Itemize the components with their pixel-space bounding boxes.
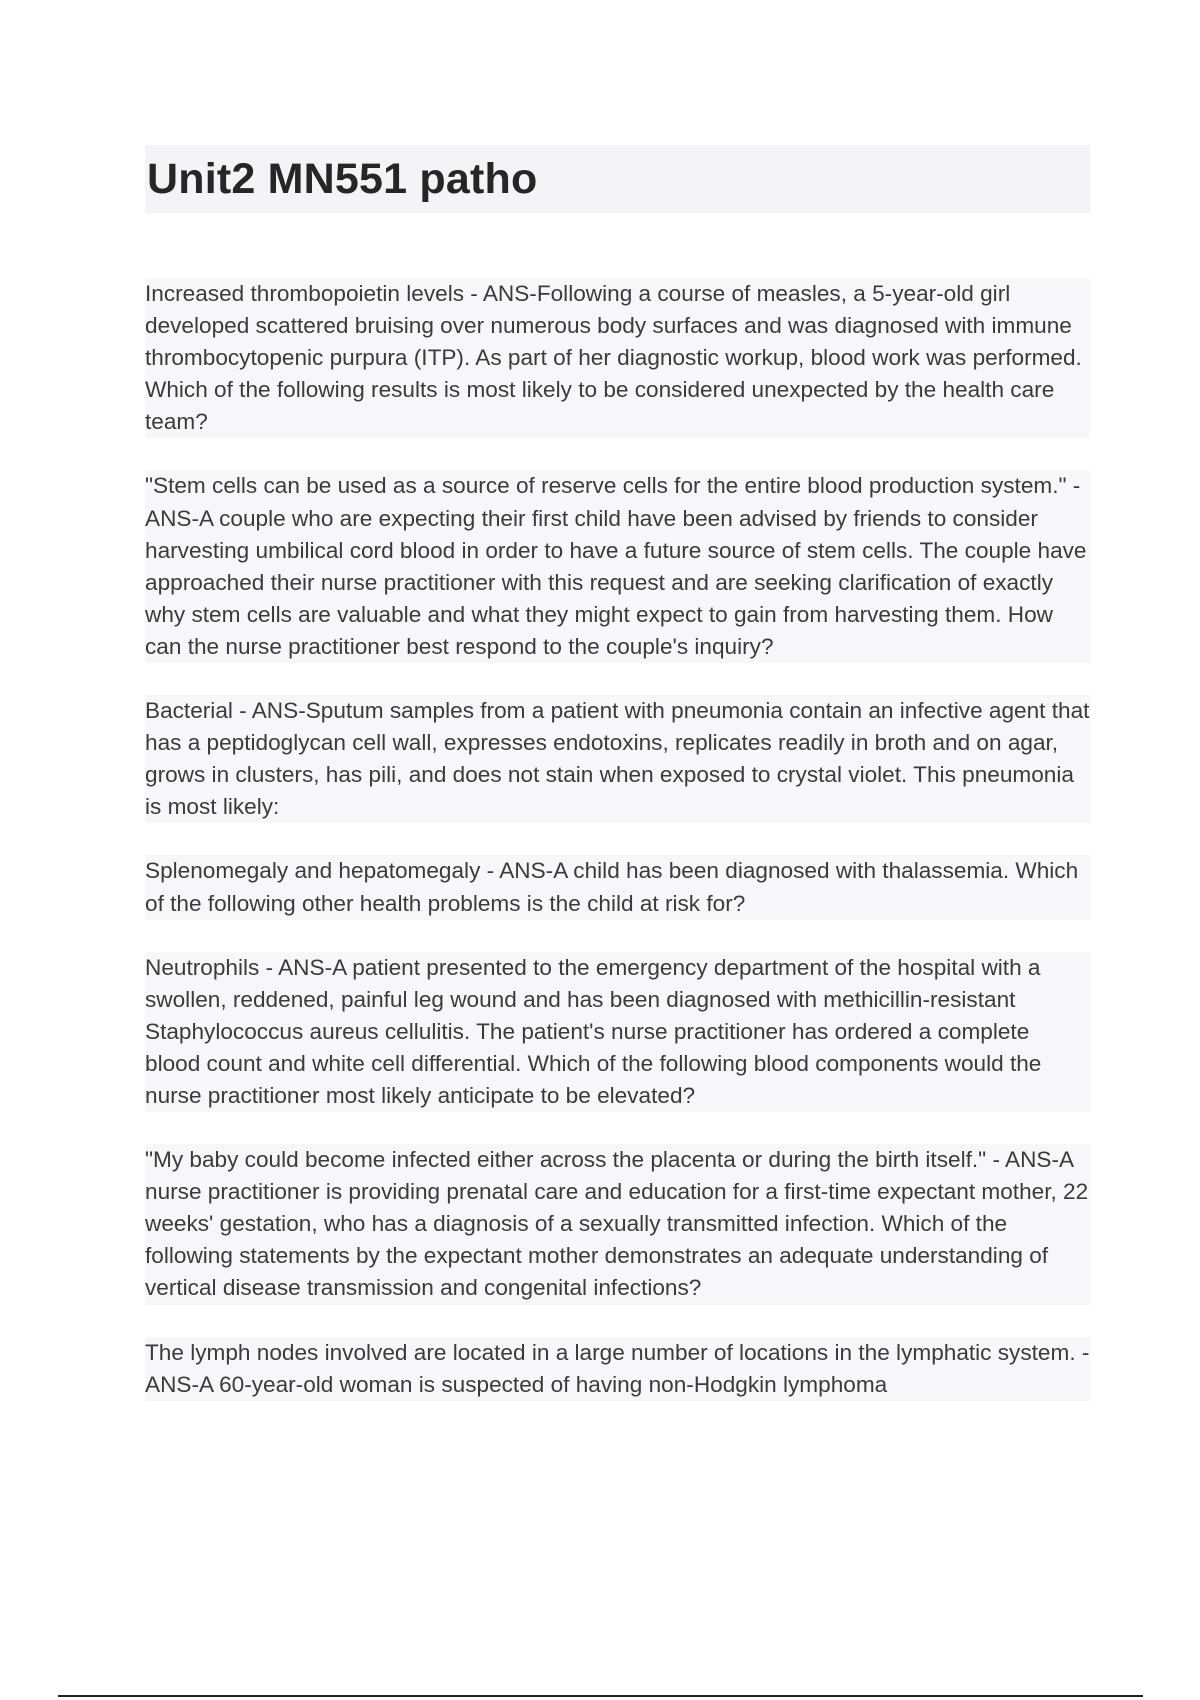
page-title: Unit2 MN551 patho [147,154,538,203]
qa-entry: "Stem cells can be used as a source of reserve cells for the entire blood production system." - ANS-A couple who are expecting their first child have been advised by friends to consider harvesting umbilical cord blood in order to have a future source of stem cells. The couple have approached their nurse practitioner with this request and are seeking clarification of exactly why stem cells are valuable and what they might expect to gain from harvesting them. How can the nurse practitioner best respond to the couple's inquiry? [145,470,1090,663]
document-page [145,145,1090,1433]
bottom-divider [58,1695,1143,1697]
qa-entry: The lymph nodes involved are located in a large number of locations in the lymphatic system. - ANS-A 60-year-old woman is suspected of having non-Hodgkin lymphoma [145,1337,1090,1401]
qa-entry: Neutrophils - ANS-A patient presented to the emergency department of the hospital with a swollen, reddened, painful leg wound and has been diagnosed with methicillin-resistant Staphylococcus aureus cellulitis. The patient's nurse practitioner has ordered a complete blood count and white cell differential. Which of the following blood components would the nurse practitioner most likely anticipate to be elevated? [145,952,1090,1112]
qa-entry: "My baby could become infected either across the placenta or during the birth itself." - ANS-A nurse practitioner is providing prenatal care and education for a first-time expectant mother, 22 weeks' gestation, who has a diagnosis of a sexually transmitted infection. Which of the following statements by the expectant mother demonstrates an adequate understanding of vertical disease transmission and congenital infections? [145,1144,1090,1304]
title-bar [145,145,1090,213]
qa-entry: Splenomegaly and hepatomegaly - ANS-A child has been diagnosed with thalassemia. Which of the following other health problems is the child at risk for? [145,855,1090,919]
qa-entry: Bacterial - ANS-Sputum samples from a patient with pneumonia contain an infective agent that has a peptidoglycan cell wall, expresses endotoxins, replicates readily in broth and on agar, grows in clusters, has pili, and does not stain when exposed to crystal violet. This pneumonia is most likely: [145,695,1090,823]
qa-entry: Increased thrombopoietin levels - ANS-Following a course of measles, a 5-year-old girl developed scattered bruising over numerous body surfaces and was diagnosed with immune thrombocytopenic purpura (ITP). As part of her diagnostic workup, blood work was performed. Which of the following results is most likely to be considered unexpected by the health care team? [145,278,1090,438]
qa-list [145,278,1090,1401]
